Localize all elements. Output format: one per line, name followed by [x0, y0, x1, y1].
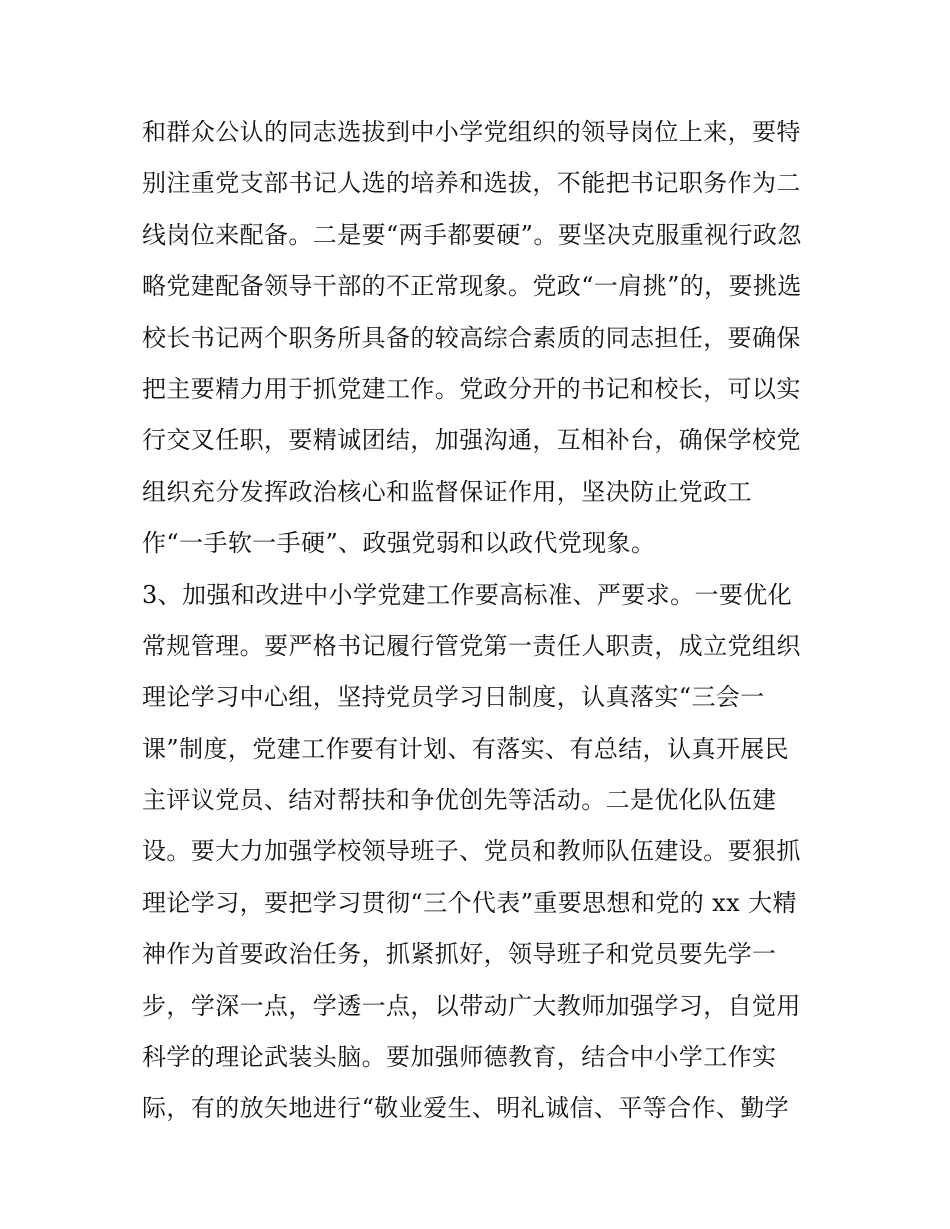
- text-line: 课”制度，党建工作要有计划、有落实、有总结，认真开展民: [142, 734, 790, 763]
- text-line: 略党建配备领导干部的不正常现象。党政“一肩挑”的，要挑选: [142, 272, 802, 301]
- text-line: 科学的理论武装头脑。要加强师德教育，结合中小学工作实: [142, 1043, 777, 1072]
- section-heading-line: 3、加强和改进中小学党建工作要高标准、严要求。一要优化: [142, 580, 793, 609]
- text-line: 别注重党支部书记人选的培养和选拔，不能把书记职务作为二: [142, 169, 801, 198]
- text-line: 和群众公认的同志选拔到中小学党组织的领导岗位上来，要特: [142, 118, 801, 146]
- text-line: 把主要精力用于抓党建工作。党政分开的书记和校长，可以实: [142, 374, 801, 403]
- text-line: 组织充分发挥政治核心和监督保证作用，坚决防止党政工: [142, 477, 752, 506]
- text-line: 设。要大力加强学校领导班子、党员和教师队伍建设。要狠抓: [142, 837, 801, 866]
- text-line: 际，有的放矢地进行“敬业爱生、明礼诚信、平等合作、勤学: [142, 1094, 790, 1123]
- text-line: 行交叉任职，要精诚团结，加强沟通，互相补台，确保学校党: [142, 426, 801, 455]
- text-line: 步，学深一点，学透一点，以带动广大教师加强学习，自觉用: [142, 991, 801, 1020]
- body-text: [142, 107, 842, 1135]
- text-line: 校长书记两个职务所具备的较高综合素质的同志担任，要确保: [142, 323, 801, 352]
- text-line: 作“一手软一手硬”、政强党弱和以政代党现象。: [142, 529, 656, 558]
- text-line: 理论学习，要把学习贯彻“三个代表”重要思想和党的 xx 大精: [142, 888, 797, 917]
- text-line: 线岗位来配备。二是要“两手都要硬”。要坚决克服重视行政忽: [142, 220, 802, 249]
- text-line: 神作为首要政治任务，抓紧抓好，领导班子和党员要先学一: [142, 940, 777, 969]
- text-line: 理论学习中心组，坚持党员学习日制度，认真落实“三会一: [142, 683, 765, 712]
- text-line: 主评议党员、结对帮扶和争优创先等活动。二是优化队伍建: [142, 786, 777, 815]
- text-line: 常规管理。要严格书记履行管党第一责任人职责，成立党组织: [142, 631, 801, 660]
